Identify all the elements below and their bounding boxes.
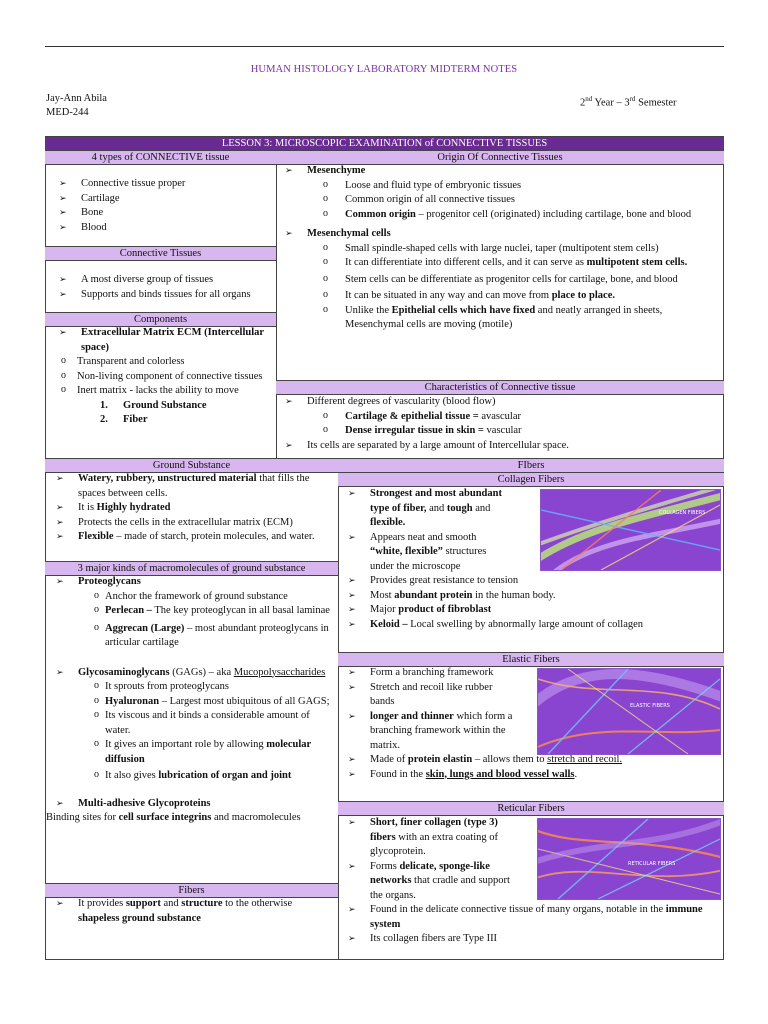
ground-list xyxy=(50,472,335,545)
macro-heading: 3 major kinds of macromolecules of ground substance xyxy=(45,561,338,576)
list-item: ➢ Glycosaminoglycans (GAGs) – aka Mucopolysaccharides xyxy=(50,666,336,681)
origin-list xyxy=(279,164,719,333)
list-item: ➢ Multi-adhesive Glycoproteins xyxy=(50,797,336,812)
list-item: ➢ Its cells are separated by a large amount of Intercellular space. xyxy=(279,439,719,454)
list-item: ➢ Mesenchyme xyxy=(279,164,719,179)
list-item: o Common origin of all connective tissues xyxy=(279,193,719,208)
page-title: HUMAN HISTOLOGY LABORATORY MIDTERM NOTES xyxy=(250,64,518,75)
list-item: ➢ Keloid – Local swelling by abnormally large amount of collagen xyxy=(342,618,722,633)
upper-divider xyxy=(276,150,277,458)
list-item: ➢ Bone xyxy=(53,206,273,221)
list-item: o It sprouts from proteoglycans xyxy=(50,680,336,695)
term-info: 2nd Year – 3rd Semester xyxy=(580,95,677,109)
reticular-heading: Reticular Fibers xyxy=(338,801,724,816)
list-item: o Perlecan – The key proteoglycan in all basal laminae xyxy=(50,604,336,619)
list-item: ➢ Short, finer collagen (type 3) fibers with an extra coating of glycoprotein. xyxy=(342,816,520,860)
list-item: ➢ Protects the cells in the extracellular matrix (ECM) xyxy=(50,516,335,531)
collagen-heading: Collagen Fibers xyxy=(338,472,724,487)
list-item: ➢ Connective tissue proper xyxy=(53,177,273,192)
list-item: ➢ Flexible – made of starch, protein molecules, and water. xyxy=(50,530,335,545)
elastic-heading: Elastic Fibers xyxy=(338,652,724,667)
top-rule xyxy=(45,46,724,47)
lesson-title-bar: LESSON 3: MICROSCOPIC EXAMINATION of CONNECTIVE TISSUES xyxy=(45,136,724,151)
list-item: o Aggrecan (Large) – most abundant proteoglycans in articular cartilage xyxy=(50,622,336,651)
elastic-fibers-image xyxy=(537,668,721,755)
list-item: ➢ Stretch and recoil like rubber bands xyxy=(342,681,505,710)
connective-heading: Connective Tissues xyxy=(45,246,276,261)
list-item: ➢ Made of protein elastin – allows them to stretch and recoil. xyxy=(342,753,722,768)
list-item: ➢ Blood xyxy=(53,221,273,236)
list-item: ➢ Found in the skin, lungs and blood vessel walls. xyxy=(342,768,722,783)
fibers-right-heading: FIbers xyxy=(338,458,724,473)
list-item: o Stem cells can be differentiate as progenitor cells for cartilage, bone, and blood xyxy=(279,273,719,288)
list-item: ➢ Its collagen fibers are Type III xyxy=(342,932,722,947)
connective-list xyxy=(53,273,275,302)
list-item: 1. Ground Substance xyxy=(100,399,207,411)
collagen-image-label: COLLAGEN FIBERS xyxy=(659,510,706,516)
reticular-fibers-image xyxy=(537,818,721,900)
list-item: o Common origin – progenitor cell (originated) including cartilage, bone and blood xyxy=(279,208,719,223)
list-item: ➢ Provides great resistance to tension xyxy=(342,574,722,589)
list-item: o Its viscous and it binds a considerable amount of water. xyxy=(50,709,336,738)
characteristics-heading: Characteristics of Connective tissue xyxy=(276,380,724,395)
list-item: o Small spindle-shaped cells with large nuclei, taper (multipotent stem cells) xyxy=(279,242,719,257)
macro-list xyxy=(46,575,336,826)
list-item: o Anchor the framework of ground substance xyxy=(50,590,336,605)
list-item: o Cartilage & epithelial tissue = avascular xyxy=(279,410,719,425)
author-name: Jay-Ann Abila xyxy=(46,93,107,104)
list-item: ➢ Cartilage xyxy=(53,192,273,207)
reticular-image-label: RETICULAR FIBERS xyxy=(628,861,676,867)
list-item: ➢ Strongest and most abundant type of fiber, and tough and flexible. xyxy=(342,487,518,531)
list-item: ➢ Different degrees of vascularity (blood flow) xyxy=(279,395,719,410)
origin-heading: Origin Of Connective Tissues xyxy=(276,150,724,165)
components-heading: Components xyxy=(45,312,276,327)
list-item: o Unlike the Epithelial cells which have fixed and neatly arranged in sheets, Mesenchymal cells are moving (motile) xyxy=(279,304,719,333)
list-item: ➢ Major product of fibroblast xyxy=(342,603,722,618)
fibers-left-heading: Fibers xyxy=(45,883,338,898)
list-item: o Loose and fluid type of embryonic tissues xyxy=(279,179,719,194)
list-item: o It gives an important role by allowing molecular diffusion xyxy=(50,738,336,767)
list-item: o It also gives lubrication of organ and joint xyxy=(50,769,336,784)
list-item: o Inert matrix - lacks the ability to move xyxy=(47,384,275,399)
elastic-image-label: ELASTIC FIBERS xyxy=(630,703,670,709)
lower-divider xyxy=(338,458,339,960)
ground-heading: Ground Substance xyxy=(45,458,338,473)
list-item: Binding sites for cell surface integrins and macromolecules xyxy=(46,812,301,823)
list-item: ➢ It is Highly hydrated xyxy=(50,501,335,516)
list-item: ➢ Most abundant protein in the human body. xyxy=(342,589,722,604)
list-item: ➢ It provides support and structure to the otherwise shapeless ground substance xyxy=(50,897,336,926)
components-list xyxy=(53,326,275,428)
author-block xyxy=(46,92,107,120)
list-item: ➢ Form a branching framework xyxy=(342,666,722,681)
characteristics-list xyxy=(279,395,719,453)
list-item: o Hyaluronan – Largest most ubiquitous of all GAGS; xyxy=(50,695,336,710)
list-item: ➢ Proteoglycans xyxy=(50,575,336,590)
list-item: ➢ Appears neat and smooth “white, flexible” structures under the microscope xyxy=(342,531,505,575)
list-item: ➢ Found in the delicate connective tissue of many organs, notable in the immune system xyxy=(342,903,722,932)
types-list xyxy=(53,177,273,235)
list-item: ➢ Extracellular Matrix ECM (Intercellular space) xyxy=(53,326,275,355)
list-item: o It can differentiate into different cells, and it can serve as multipotent stem cells. xyxy=(279,256,719,271)
list-item: ➢ longer and thinner which form a branching framework within the matrix. xyxy=(342,710,535,754)
list-item: o Dense irregular tissue in skin = vascular xyxy=(279,424,719,439)
collagen-fibers-image xyxy=(540,489,721,571)
list-item: ➢ Forms delicate, sponge-like networks that cradle and support the organs. xyxy=(342,860,520,904)
types-heading: 4 types of CONNECTIVE tissue xyxy=(45,150,276,165)
list-item: o It can be situated in any way and can move from place to place. xyxy=(279,289,719,304)
list-item: 2. Fiber xyxy=(100,414,148,425)
list-item: ➢ Supports and binds tissues for all organs xyxy=(53,288,275,303)
fibers-left-list xyxy=(50,897,336,926)
list-item: o Transparent and colorless xyxy=(47,355,275,370)
list-item: o Non-living component of connective tissues xyxy=(47,370,275,385)
list-item: ➢ Mesenchymal cells xyxy=(279,227,719,242)
list-item: ➢ Watery, rubbery, unstructured material that fills the spaces between cells. xyxy=(50,472,335,501)
list-item: ➢ A most diverse group of tissues xyxy=(53,273,275,288)
course-code: MED-244 xyxy=(46,107,89,118)
